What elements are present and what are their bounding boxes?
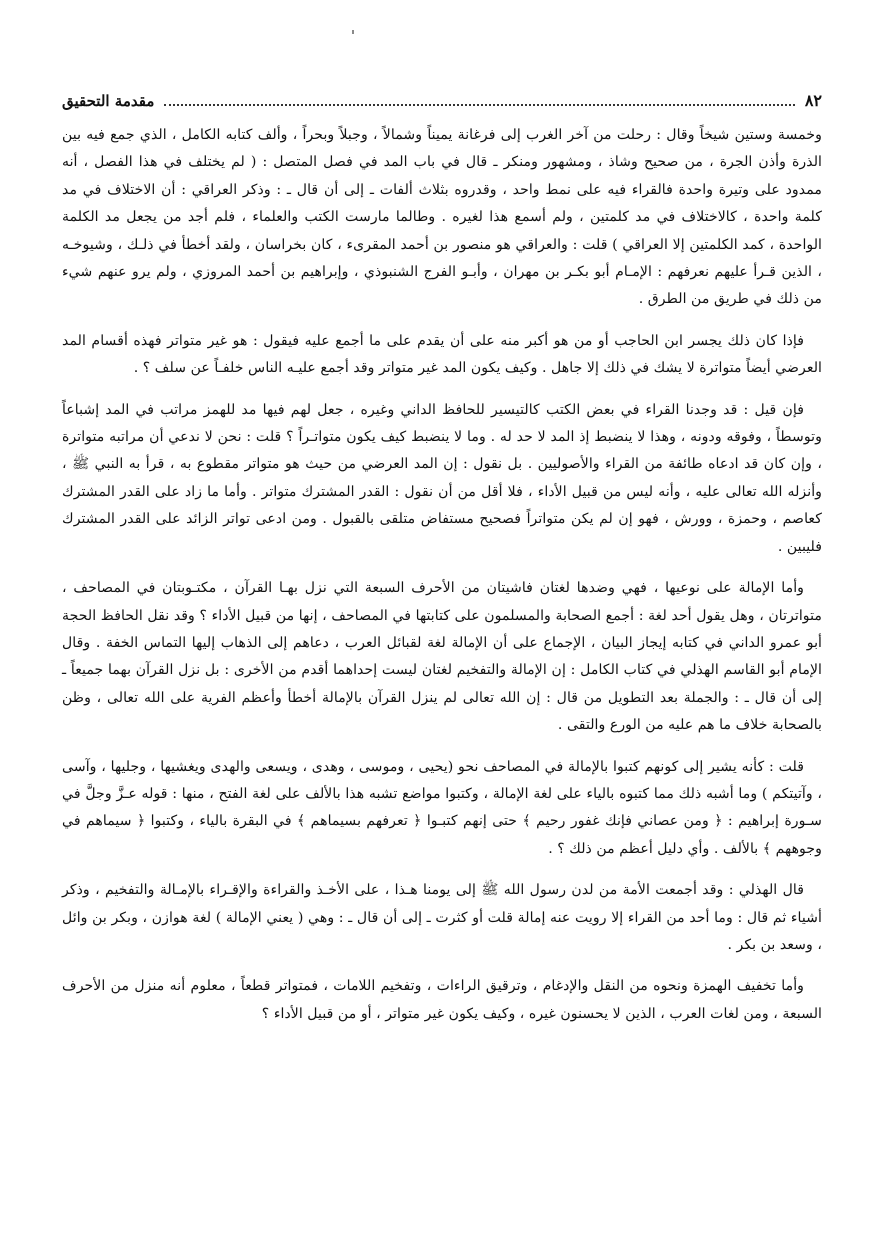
paragraph-2: فإذا كان ذلك يجسر ابن الحاجب أو من هو أكبر منه على أن يقدم على ما أجمع عليه فيقول : هو غير متواتر فهذه أقسام المد العرضي أيضاً متواترة لا يشك في ذلك إلا جاهل . وكيف يكون المد غير متواتر وقد أجمع عليـه الناس خلفـاً عن سلف ؟ . [62,332,822,377]
page-number: ٨٢ [804,91,822,110]
scan-mark [352,30,354,34]
page-body [62,122,822,1042]
paragraph-5: قلت : كأنه يشير إلى كونهم كتبوا بالإمالة في المصاحف نحو (يحيى ، وموسى ، وهدى ، ويسعى والهدى ويغشيها ، وجليها ، وآسى ، وآتيتكم ) وما أشبه ذلك مما كتبوه بالياء على لغة الإمالة ، وكتبوا مواضع تشبه هذا بالألف على لغة الفتح ، منها : قوله عـزَّ وجلَّ في سـورة إبراهيم : ﴿ ومن عصاني فإنك غفور رحيم ﴾ حتى إنهم كتبـوا ﴿ تعرفهم بسيماهم ﴾ في البقرة بالياء ، وكتبوا ﴿ سيماهم في وجوههم ﴾ بالألف . وأي دليل أعظم من ذلك ؟ . [62,758,822,857]
paragraph-4: وأما الإمالة على نوعيها ، فهي وضدها لغتان فاشيتان من الأحرف السبعة التي نزل بهـا القرآن ، مكتـوبتان في المصاحف ، متواترتان ، وهل يقول أحد لغة : أجمع الصحابة والمسلمون على كتابتها في المصاحف ، إنها من قبيل الأداء ؟ وقد نقل الحافظ الحجة أبو عمرو الداني في كتابه إيجاز البيان ، الإجماع على أن الإمالة لغة لقبائل العرب ، دعاهم إلى الذهاب إليها التماس الخفة . وقال الإمام أبو القاسم الهذلي في كتاب الكامل : إن الإمالة والتفخيم لغتان ليست إحداهما أقدم من الأخرى : بل نزل القرآن بهما جميعاً ـ إلى أن قال ـ : والجملة بعد التطويل من قال : إن الله تعالى لم ينزل القرآن بالإمالة أخطأ وأعظم الفرية على الله تعالى ، وظن بالصحابة خلاف ما هم عليه من الورع والتقى . [62,580,822,734]
paragraph-6: قال الهذلي : وقد أجمعت الأمة من لدن رسول الله ﷺ إلى يومنا هـذا ، على الأخـذ والقراءة والإقـراء بالإمـالة والتفخيم ، وذكر أشياء ثم قال : وما أحد من القراء إلا رويت عنه إمالة قلت أو كثرت ـ إلى أن قال ـ : وهي ( يعني الإمالة ) لغة هوازن ، وبكر بن وائل ، وسعد بن بكر . [62,882,822,953]
dotted-leader [164,104,794,106]
running-title: مقدمة التحقيق [62,92,155,110]
paragraph-3: فإن قيل : قد وجدنا القراء في بعض الكتب كالتيسير للحافظ الداني وغيره ، جعل لهم فيها مد للهمز مراتب في المد إشباعاً وتوسطاً ، وفوقه ودونه ، وهذا لا ينضبط إذ المد لا حد له . وما لا ينضبط كيف يكون متواتـراً ؟ قلت : نحن لا ندعي أن مراتبه متواترة ، وإن كان قد ادعاه طائفة من القراء والأصوليين . بل نقول : إن المد العرضي من حيث هو متواتر مقطوع به ، قرأ به النبي ﷺ ، وأنزله الله تعالى عليه ، وأنه ليس من قبيل الأداء ، فلا أقل من أن نقول : القدر المشترك متواتر . وأما ما زاد على القدر المشترك كعاصم ، وحمزة ، وورش ، فهو إن لم يكن متواتراً فصحيح مستفاض متلقى بالقبول . ومن ادعى تواتر الزائد على القدر المشترك فليبين . [62,401,822,555]
running-header [62,84,822,112]
paragraph-7: وأما تخفيف الهمزة ونحوه من النقل والإدغام ، وترقيق الراءات ، وتفخيم اللامات ، فمتواتر قطعاً ، معلوم أنه منزل من الأحرف السبعة ، ومن لغات العرب ، الذين لا يحسنون غيره ، وكيف يكون غير متواتر ، أو من قبيل الأداء ؟ [62,978,822,1022]
paragraph-1: وخمسة وستين شيخاً وقال : رحلت من آخر الغرب إلى فرغانة يميناً وشمالاً ، وجبلاً وبحراً ، وألف كتابه الكامل ، الذي جمع فيه بين الذرة وأذن الجرة ، من صحيح وشاذ ، ومشهور ومنكر ـ قال في باب المد في فصل المتصل : ( لم يختلف في هذا الفصل ، أنه ممدود على وتيرة واحدة فالقراء فيه على نمط واحد ، وقدروه بثلاث ألفات ـ إلى أن قال ـ : وذكر العراقي : أن الاختلاف في مد كلمة واحدة ، كالاختلاف في مد كلمتين ، ولم أسمع هذا لغيره . وطالما مارست الكتب والعلماء ، فلم أجد من يجعل مد الكلمة الواحدة ، كمد الكلمتين إلا العراقي ) قلت : والعراقي هو منصور بن أحمد المقرىء ، كان بخراسان ، ولقد أخطأ في ذلـك ، وشيوخـه ، الذين قـرأ عليهم نعرفهم : الإمـام أبو بكـر بن مهران ، وأبـو الفرج الشنبوذي ، وإبراهيم بن أحمد المروزي ، ولم يرو عنهم شيء من ذلك في طريق من الطرق . [62,127,822,308]
